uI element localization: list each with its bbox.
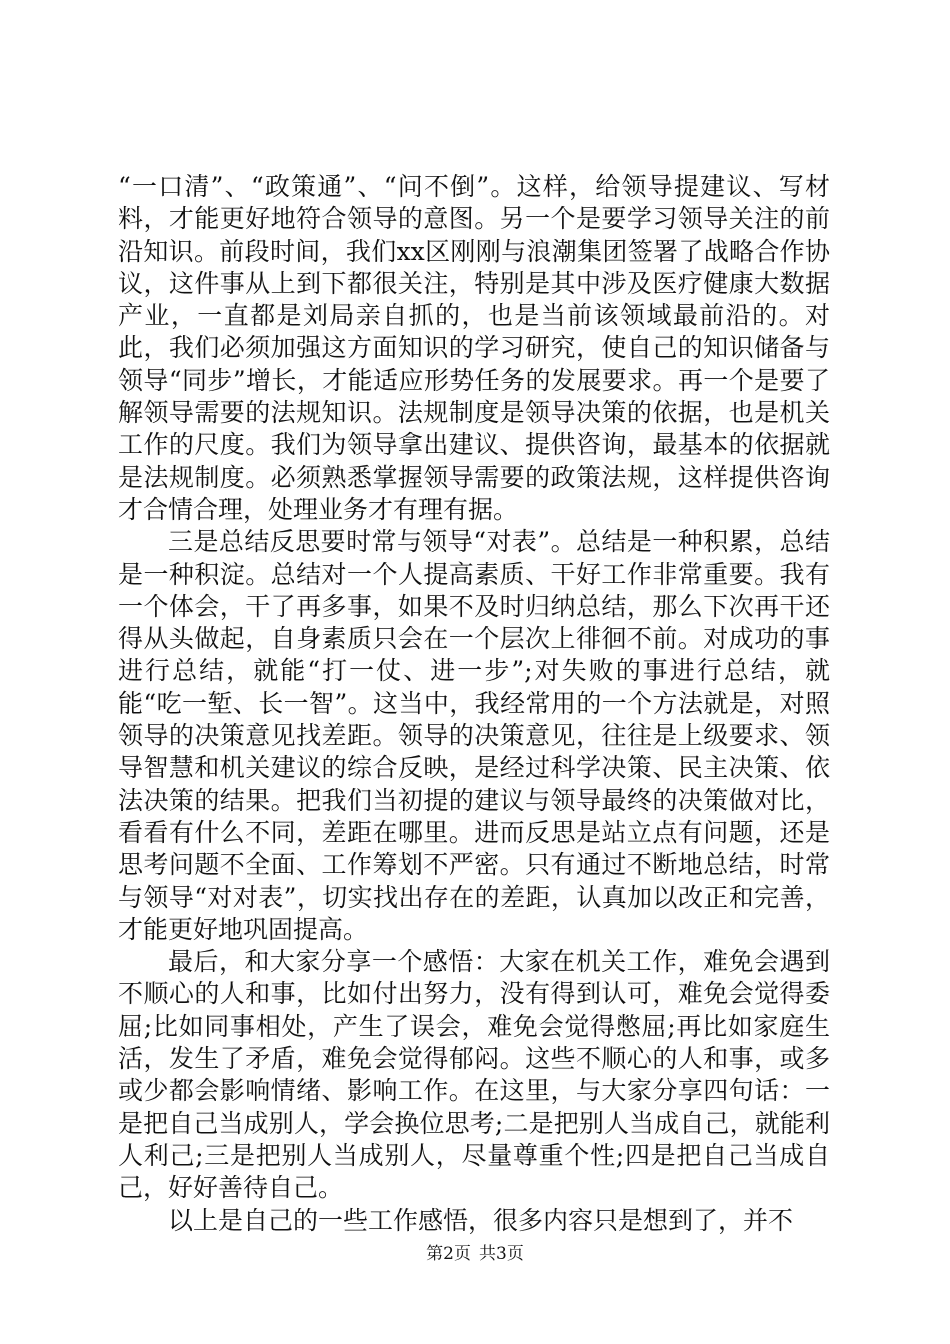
paragraph-summary-reflection: 三是总结反思要时常与领导“对表”。总结是一种积累，总结是一种积淀。总结对一个人提高素质、干好工作非常重要。我有一个体会，干了再多事，如果不及时归纳总结，那么下次再干还得从头做起，自身素质只会在一个层次上徘徊不前。对成功的事进行总结，就能“打一仗、进一步”;对失败的事进行总结，就能“吃一堑、长一智”。这当中，我经常用的一个方法就是，对照领导的决策意见找差距。领导的决策意见，往往是上级要求、领导智慧和机关建议的综合反映，是经过科学决策、民主决策、依法决策的结果。把我们当初提的建议与领导最终的决策做对比，看看有什么不同，差距在哪里。进而反思是站立点有问题，还是思考问题不全面、工作筹划不严密。只有通过不断地总结，时常与领导“对对表”，切实找出存在的差距，认真加以改正和完善，才能更好地巩固提高。 — [118, 527, 830, 944]
document-body — [118, 171, 830, 1237]
page-number: 第2页 — [426, 1244, 471, 1264]
paragraph-closing: 以上是自己的一些工作感悟，很多内容只是想到了，并不 — [168, 1205, 794, 1235]
page-footer — [0, 1244, 950, 1264]
page-total: 共3页 — [479, 1244, 524, 1264]
paragraph-continuation: “一口清”、“政策通”、“问不倒”。这样，给领导提建议、写材料，才能更好地符合领导的意图。另一个是要学习领导关注的前沿知识。前段时间，我们xx区刚刚与浪潮集团签署了战略合作协议，这件事从上到下都很关注，特别是其中涉及医疗健康大数据产业，一直都是刘局亲自抓的，也是当前该领域最前沿的。对此，我们必须加强这方面知识的学习研究，使自己的知识储备与领导“同步”增长，才能适应形势任务的发展要求。再一个是要了解领导需要的法规知识。法规制度是领导决策的依据，也是机关工作的尺度。我们为领导拿出建议、提供咨询，最基本的依据就是法规制度。必须熟悉掌握领导需要的政策法规，这样提供咨询才合情合理，处理业务才有理有据。 — [118, 172, 830, 524]
paragraph-final-insight: 最后，和大家分享一个感悟：大家在机关工作，难免会遇到不顺心的人和事，比如付出努力，没有得到认可，难免会觉得委屈;比如同事相处，产生了误会，难免会觉得憋屈;再比如家庭生活，发生了矛盾，难免会觉得郁闷。这些不顺心的人和事，或多或少都会影响情绪、影响工作。在这里，与大家分享四句话：一是把自己当成别人，学会换位思考;二是把别人当成自己，就能利人利己;三是把别人当成别人，尽量尊重个性;四是把自己当成自己，好好善待自己。 — [118, 947, 830, 1203]
